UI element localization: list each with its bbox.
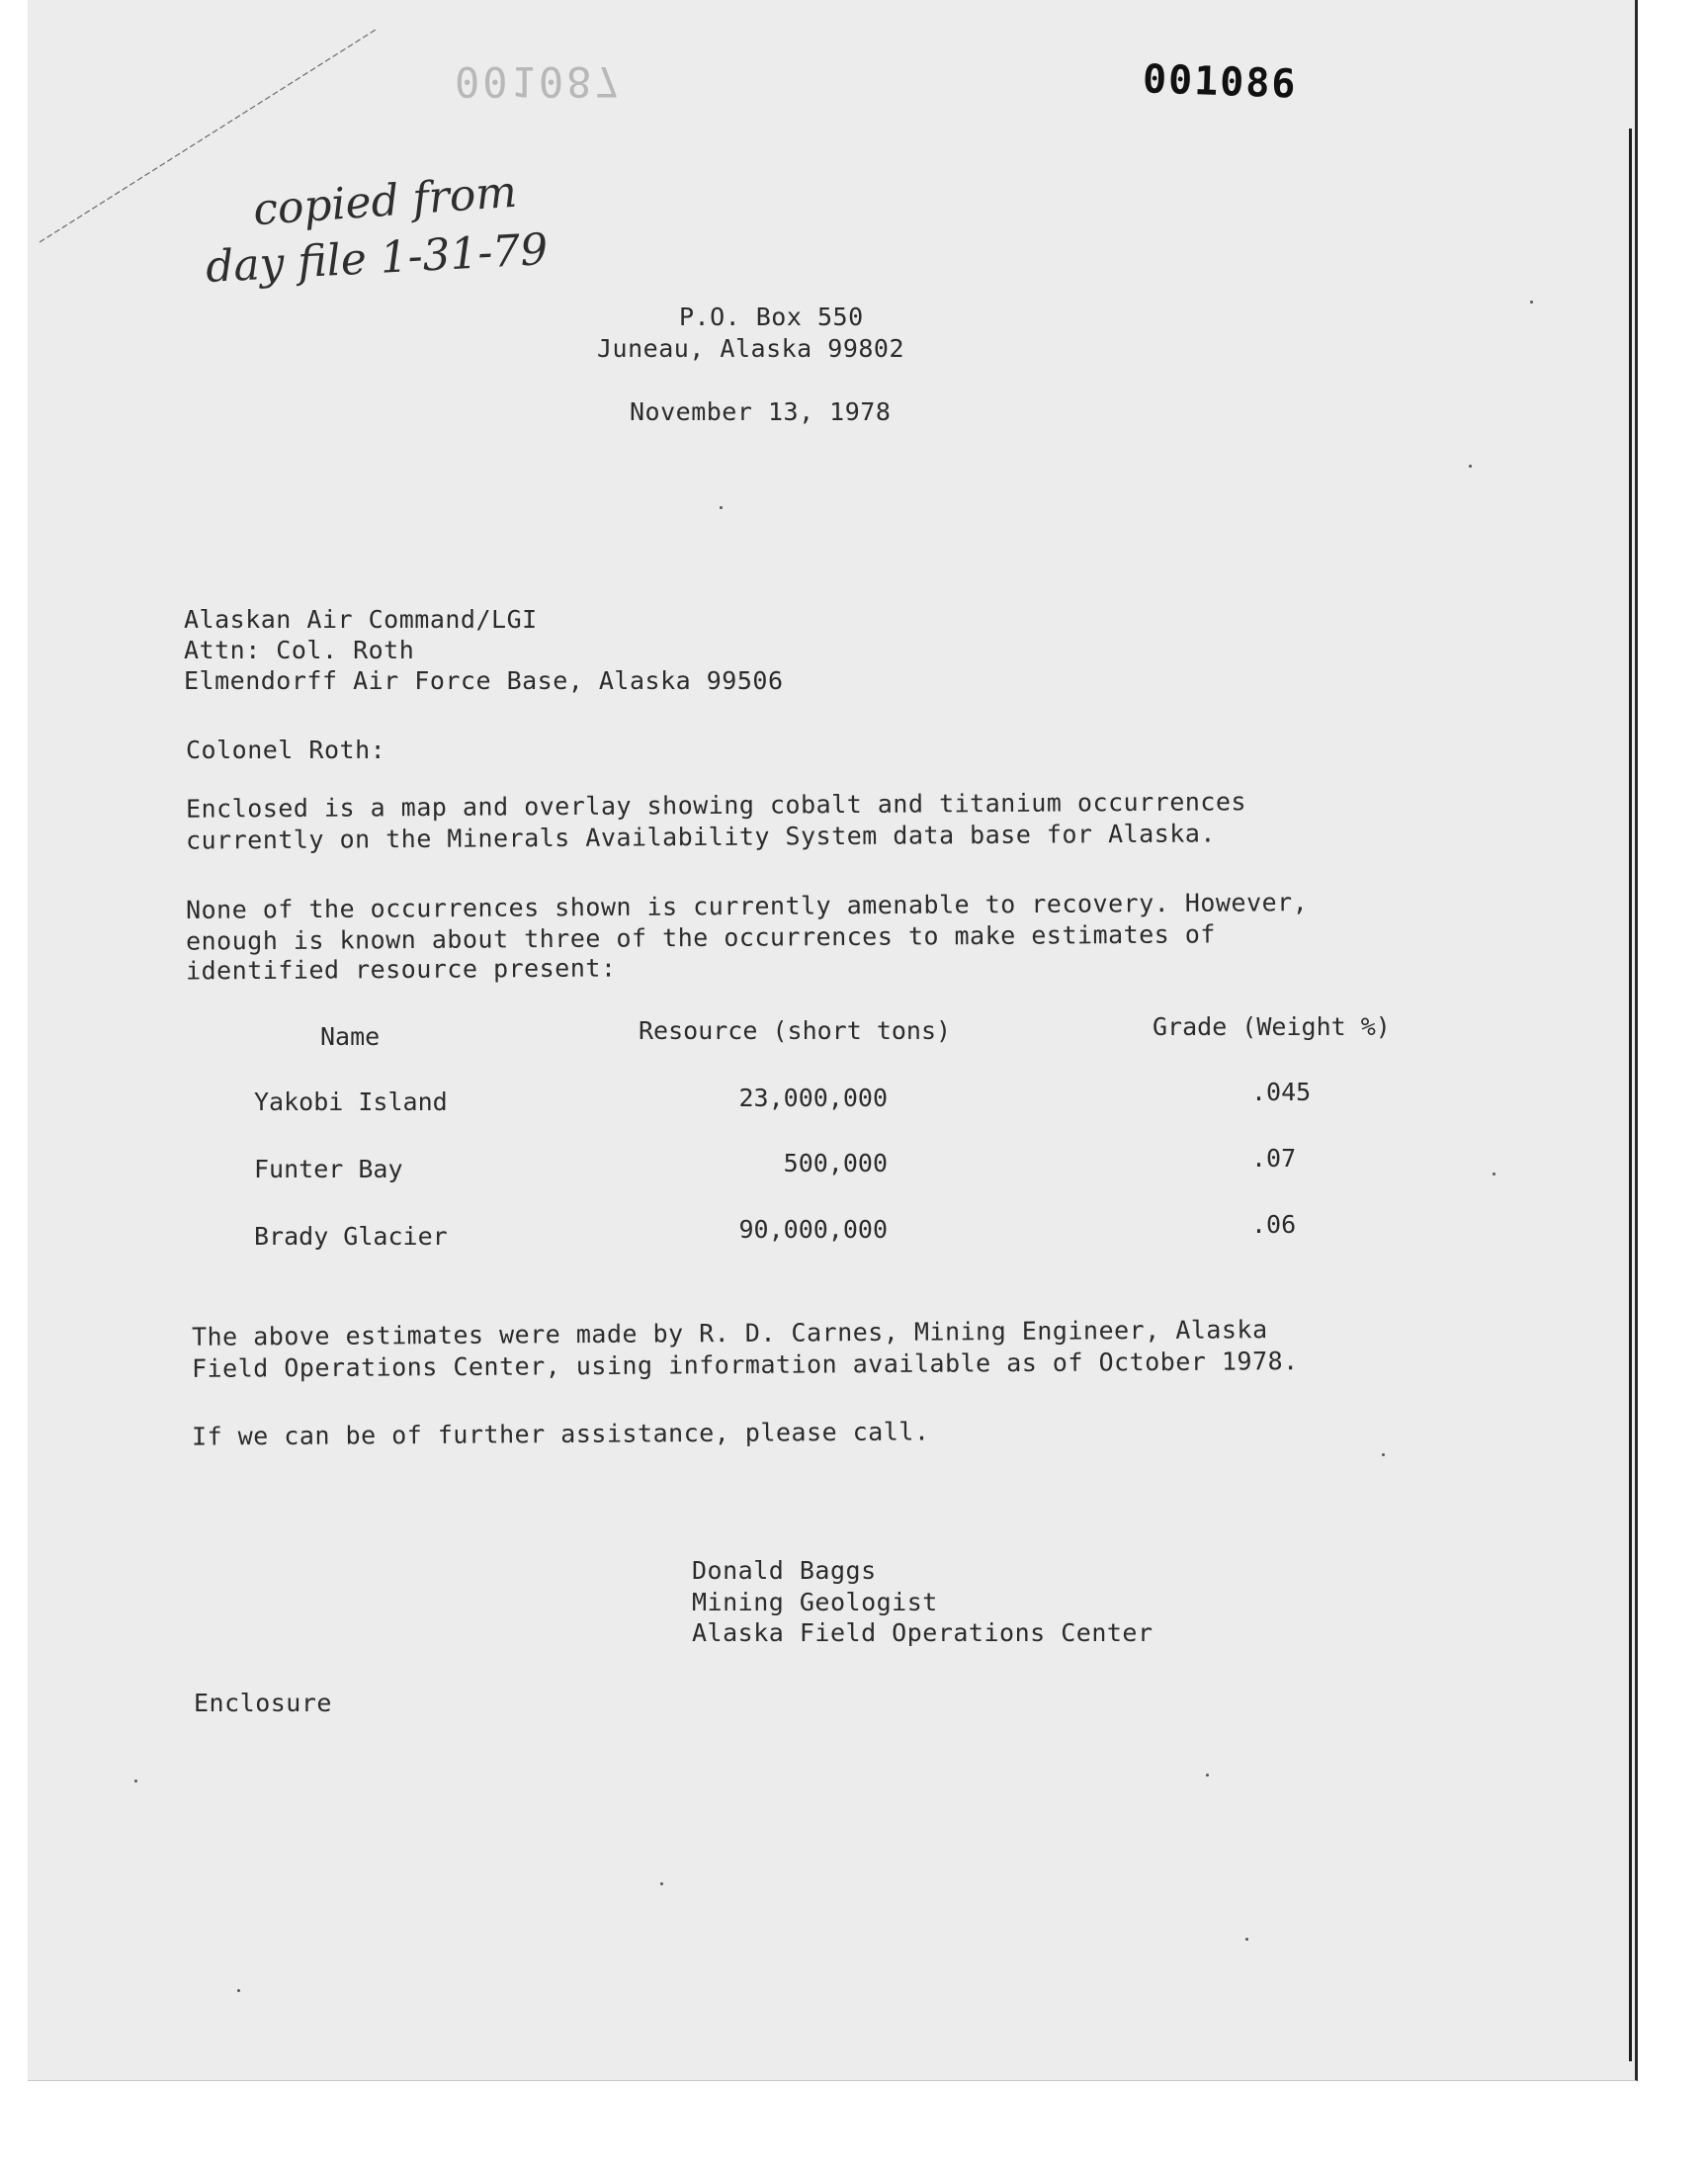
letter-date: November 13, 1978 <box>630 397 892 426</box>
document-number-stamp: 001086 <box>1142 56 1299 108</box>
speck <box>1493 1173 1495 1175</box>
table-row-3-grade: .06 <box>1251 1210 1297 1239</box>
table-header-grade: Grade (Weight %) <box>1153 1012 1391 1041</box>
table-row-2-grade: .07 <box>1251 1144 1297 1173</box>
document-page <box>28 0 1638 2081</box>
handwritten-note-line2: day file 1-31-79 <box>204 223 550 294</box>
speck <box>660 1882 663 1885</box>
speck <box>1530 301 1533 304</box>
table-header-name: Name <box>320 1022 381 1051</box>
table-row-3-resource: 90,000,000 <box>738 1215 888 1244</box>
table-row-3-name: Brady Glacier <box>254 1222 448 1251</box>
paragraph3-line1: The above estimates were made by R. D. Carnes, Mining Engineer, Alaska <box>191 1315 1268 1351</box>
table-row-1-grade: .045 <box>1251 1078 1312 1106</box>
recipient-line2: Attn: Col. Roth <box>184 636 415 664</box>
speck <box>237 1989 240 1992</box>
sender-address-line1: P.O. Box 550 <box>679 303 864 331</box>
paragraph3-line2: Field Operations Center, using information available as of October 1978. <box>191 1347 1299 1383</box>
speck <box>1382 1453 1385 1456</box>
page-edge-rule <box>1629 129 1632 2061</box>
paragraph2-line1: None of the occurrences shown is currently amenable to recovery. However, <box>185 888 1309 924</box>
table-row-2-resource: 500,000 <box>783 1149 888 1177</box>
paragraph4: If we can be of further assistance, please call. <box>191 1417 930 1451</box>
speck <box>134 1780 137 1783</box>
faint-reversed-stamp: 001087 <box>455 57 623 106</box>
sender-address-line2: Juneau, Alaska 99802 <box>597 334 905 363</box>
table-row-1-resource: 23,000,000 <box>738 1084 888 1112</box>
speck <box>1206 1774 1209 1777</box>
recipient-line3: Elmendorff Air Force Base, Alaska 99506 <box>184 666 784 695</box>
handwritten-note-line1: copied from <box>251 166 519 236</box>
enclosure-note: Enclosure <box>194 1689 332 1717</box>
signature-office: Alaska Field Operations Center <box>692 1618 1153 1647</box>
speck <box>1245 1938 1248 1941</box>
speck <box>1469 465 1472 468</box>
table-row-1-name: Yakobi Island <box>254 1088 448 1116</box>
paragraph1-line2: currently on the Minerals Availability System data base for Alaska. <box>185 819 1217 855</box>
table-header-resource: Resource (short tons) <box>639 1016 952 1045</box>
recipient-line1: Alaskan Air Command/LGI <box>184 605 538 634</box>
paragraph2-line2: enough is known about three of the occurrences to make estimates of <box>185 919 1217 956</box>
speck <box>720 506 723 509</box>
signature-title: Mining Geologist <box>692 1588 938 1616</box>
signature-name: Donald Baggs <box>692 1556 877 1585</box>
paragraph1-line1: Enclosed is a map and overlay showing cobalt and titanium occurrences <box>185 787 1247 824</box>
salutation: Colonel Roth: <box>186 736 386 764</box>
table-row-2-name: Funter Bay <box>254 1155 403 1183</box>
paragraph2-line3: identified resource present: <box>185 953 617 986</box>
